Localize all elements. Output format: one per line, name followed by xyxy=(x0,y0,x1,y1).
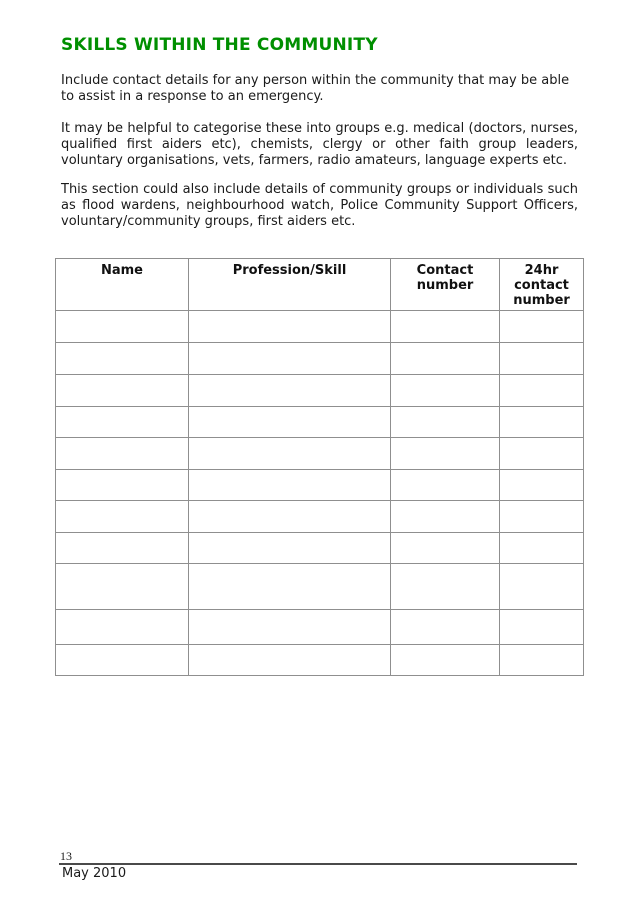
table-row xyxy=(56,311,584,343)
table-cell-empty xyxy=(189,645,391,676)
table-cell-empty xyxy=(189,533,391,564)
table-cell-empty xyxy=(500,564,584,610)
table-cell-empty xyxy=(56,564,189,610)
table-cell-empty xyxy=(56,375,189,407)
footer-page-number: 13 xyxy=(60,849,72,863)
skills-table xyxy=(55,258,584,676)
table-cell-empty xyxy=(56,438,189,470)
table-cell-empty xyxy=(56,645,189,676)
table-row xyxy=(56,375,584,407)
table-cell-empty xyxy=(391,311,500,343)
table-cell-empty xyxy=(500,610,584,645)
community-groups-paragraph: This section could also include details of community groups or individuals such as flood wardens, neighbourhood watch, Police Community Support Officers, voluntary/community groups, first aiders etc. xyxy=(61,182,578,229)
table-row xyxy=(56,470,584,501)
table-cell-empty xyxy=(189,564,391,610)
column-header-contact-number: Contact number xyxy=(391,259,500,311)
table-cell-empty xyxy=(56,501,189,533)
column-header-24hr-contact-number: 24hr contact number xyxy=(500,259,584,311)
table-cell-empty xyxy=(56,407,189,438)
table-cell-empty xyxy=(500,375,584,407)
table-cell-empty xyxy=(500,343,584,375)
footer-divider xyxy=(59,863,577,865)
table-row xyxy=(56,610,584,645)
table-cell-empty xyxy=(391,407,500,438)
table-cell-empty xyxy=(391,438,500,470)
table-cell-empty xyxy=(56,311,189,343)
table-row xyxy=(56,645,584,676)
table-cell-empty xyxy=(189,343,391,375)
table-cell-empty xyxy=(56,470,189,501)
skills-table-body xyxy=(56,311,584,676)
table-cell-empty xyxy=(189,610,391,645)
table-row xyxy=(56,407,584,438)
table-cell-empty xyxy=(500,407,584,438)
table-row xyxy=(56,564,584,610)
table-cell-empty xyxy=(189,375,391,407)
table-cell-empty xyxy=(56,610,189,645)
table-cell-empty xyxy=(500,311,584,343)
table-cell-empty xyxy=(391,470,500,501)
table-cell-empty xyxy=(500,533,584,564)
table-cell-empty xyxy=(189,501,391,533)
intro-paragraph: Include contact details for any person within the community that may be able to assist in a response to an emergency. xyxy=(61,73,570,104)
table-cell-empty xyxy=(391,533,500,564)
table-cell-empty xyxy=(56,343,189,375)
table-cell-empty xyxy=(391,501,500,533)
table-cell-empty xyxy=(500,470,584,501)
column-header-name: Name xyxy=(56,259,189,311)
table-cell-empty xyxy=(391,645,500,676)
column-header-profession-skill: Profession/Skill xyxy=(189,259,391,311)
footer-date: May 2010 xyxy=(62,866,127,881)
table-header-row xyxy=(56,259,584,311)
table-row xyxy=(56,343,584,375)
table-row xyxy=(56,438,584,470)
table-cell-empty xyxy=(500,645,584,676)
table-cell-empty xyxy=(391,375,500,407)
table-cell-empty xyxy=(189,311,391,343)
table-cell-empty xyxy=(391,610,500,645)
table-cell-empty xyxy=(500,438,584,470)
table-row xyxy=(56,533,584,564)
table-cell-empty xyxy=(189,470,391,501)
table-cell-empty xyxy=(189,407,391,438)
table-cell-empty xyxy=(56,533,189,564)
table-cell-empty xyxy=(189,438,391,470)
page-title: SKILLS WITHIN THE COMMUNITY xyxy=(61,35,378,55)
table-row xyxy=(56,501,584,533)
table-cell-empty xyxy=(391,343,500,375)
table-cell-empty xyxy=(391,564,500,610)
categorise-paragraph: It may be helpful to categorise these into groups e.g. medical (doctors, nurses, qualified first aiders etc), chemists, clergy or other faith group leaders, voluntary organisations, vets, farmers, radio amateurs, language experts etc. xyxy=(61,121,578,168)
table-cell-empty xyxy=(500,501,584,533)
